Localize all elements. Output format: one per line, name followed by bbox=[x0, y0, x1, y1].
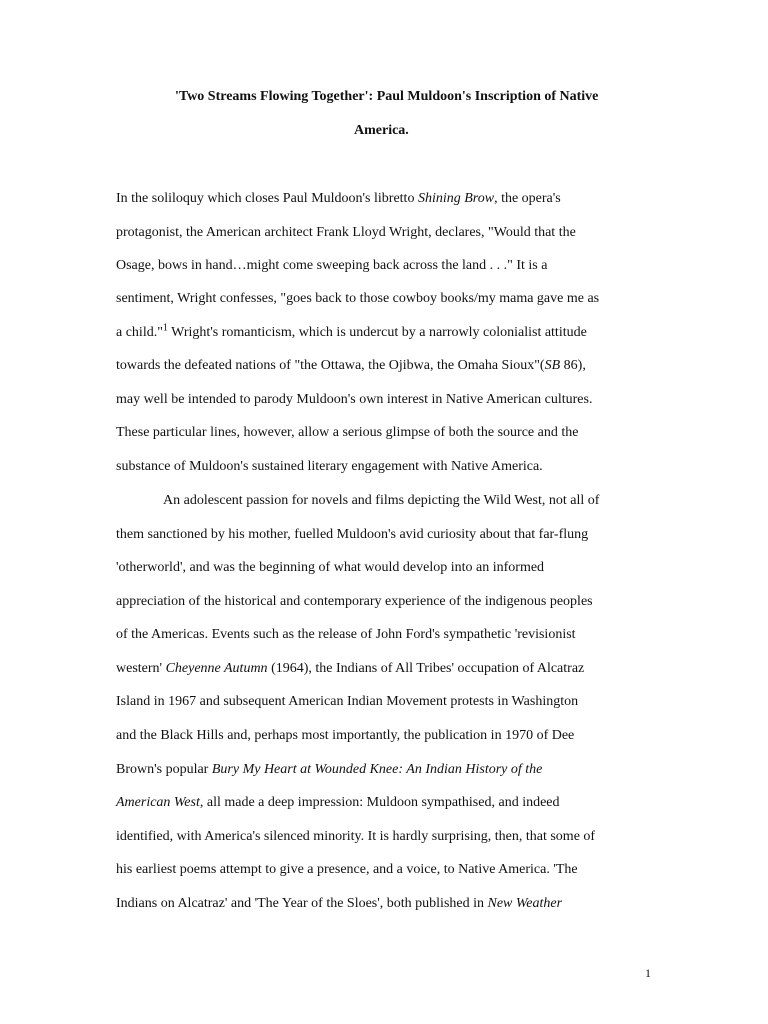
body-line-15: western' Cheyenne Autumn (1964), the Indians of All Tribes' occupation of Alcatraz bbox=[116, 661, 585, 676]
body-line-16: Island in 1967 and subsequent American Indian Movement protests in Washington bbox=[116, 694, 579, 709]
body-line-14: of the Americas. Events such as the release of John Ford's sympathetic 'revisionist bbox=[116, 627, 576, 642]
body-line-13: appreciation of the historical and contemporary experience of the indigenous peoples bbox=[116, 594, 593, 609]
body-line-19: American West, all made a deep impression: Muldoon sympathised, and indeed bbox=[116, 795, 560, 810]
title-line-2: America. bbox=[354, 123, 409, 138]
body-line-9: substance of Muldoon's sustained literary engagement with Native America. bbox=[116, 459, 543, 474]
footnote-ref[interactable]: 1 bbox=[162, 322, 168, 334]
body-line-18: Brown's popular Bury My Heart at Wounded Knee: An Indian History of the bbox=[116, 762, 543, 777]
body-line-4: sentiment, Wright confesses, "goes back to those cowboy books/my mama gave me as bbox=[116, 291, 600, 306]
body-line-21: his earliest poems attempt to give a presence, and a voice, to Native America. 'The bbox=[116, 862, 578, 877]
body-line-6: towards the defeated nations of "the Ottawa, the Ojibwa, the Omaha Sioux"(SB 86), bbox=[116, 358, 586, 373]
body-line-20: identified, with America's silenced minority. It is hardly surprising, then, that some of bbox=[116, 829, 596, 844]
body-line-3: Osage, bows in hand…might come sweeping back across the land . . ." It is a bbox=[116, 258, 548, 273]
body-line-8: These particular lines, however, allow a serious glimpse of both the source and the bbox=[116, 425, 579, 440]
body-line-2: protagonist, the American architect Frank Lloyd Wright, declares, "Would that the bbox=[116, 225, 576, 240]
body-line-17: and the Black Hills and, perhaps most importantly, the publication in 1970 of Dee bbox=[116, 728, 575, 743]
body-line-5: a child."$^1$ Wright's romanticism, which is undercut by a narrowly colonialist attitude bbox=[116, 322, 587, 340]
body-line-7: may well be intended to parody Muldoon's own interest in Native American cultures. bbox=[116, 392, 593, 407]
body-line-22: Indians on Alcatraz' and 'The Year of the Sloes', both published in New Weather bbox=[116, 896, 563, 911]
body-line-11: them sanctioned by his mother, fuelled Muldoon's avid curiosity about that far-flung bbox=[116, 527, 589, 542]
body-line-12: 'otherworld', and was the beginning of what would develop into an informed bbox=[116, 560, 545, 575]
title-line-1: 'Two Streams Flowing Together': Paul Muldoon's Inscription of Native bbox=[175, 89, 599, 104]
body-line-10: An adolescent passion for novels and films depicting the Wild West, not all of bbox=[163, 493, 600, 508]
page-number: 1 bbox=[645, 966, 651, 980]
body-line-1: In the soliloquy which closes Paul Muldoon's libretto Shining Brow, the opera's bbox=[116, 191, 561, 206]
